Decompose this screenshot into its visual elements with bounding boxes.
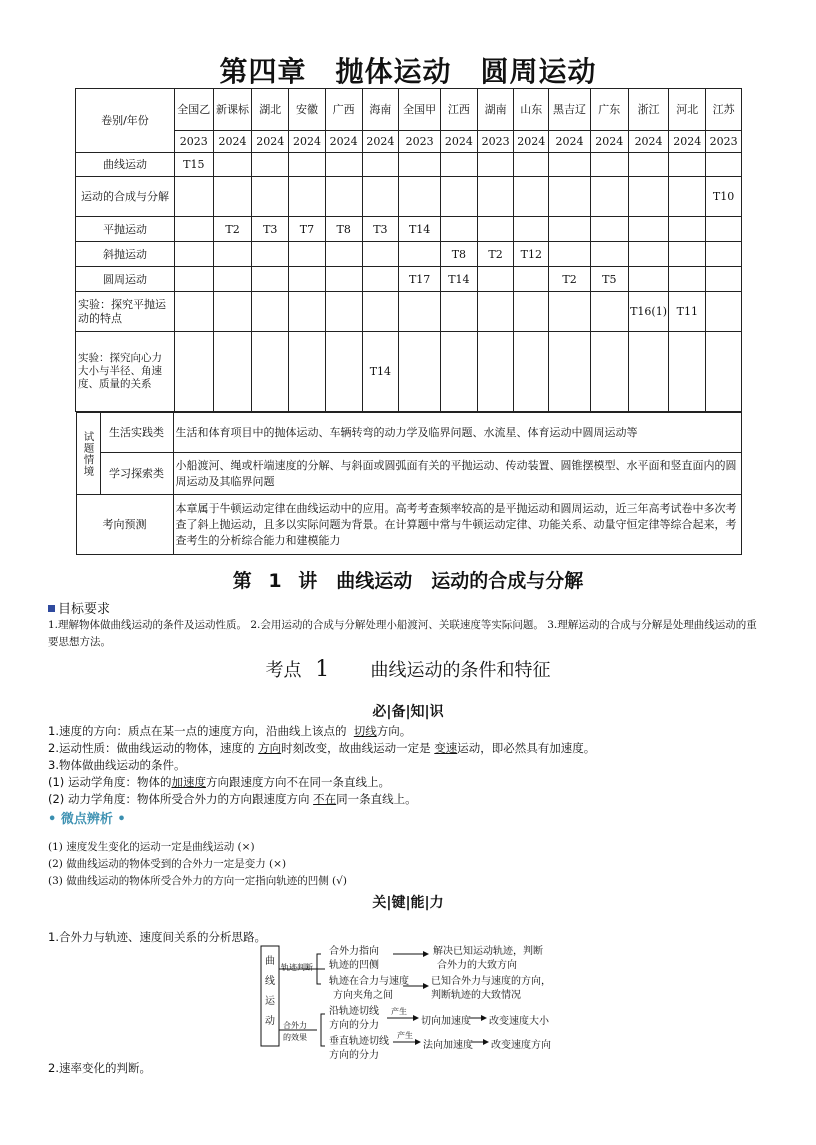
province: 海南 — [362, 89, 399, 131]
table-cell — [441, 153, 478, 177]
diagram-n2b: 方向夹角之间 — [333, 990, 393, 1001]
table-corner: 卷别/年份 — [76, 89, 175, 153]
table-row — [76, 177, 742, 217]
province: 广西 — [325, 89, 362, 131]
knowledge-line-4: (1) 运动学角度：物体的加速度方向跟速度方向不在同一条直线上。 — [48, 775, 390, 789]
table-cell — [213, 177, 252, 217]
table-row — [76, 292, 742, 332]
row-label: 运动的合成与分解 — [76, 177, 175, 217]
chapter-title: 第四章 抛体运动 圆周运动 — [219, 55, 597, 88]
table-cell — [669, 153, 706, 177]
table-cell: T14 — [399, 217, 441, 242]
table-cell — [706, 267, 742, 292]
year: 2024 — [213, 131, 252, 153]
table-cell — [362, 267, 399, 292]
table-cell — [669, 267, 706, 292]
province: 山东 — [514, 89, 549, 131]
table-cell — [549, 177, 591, 217]
table-cell — [706, 242, 742, 267]
table-cell — [477, 217, 514, 242]
year: 2024 — [669, 131, 706, 153]
table-cell: T3 — [252, 217, 289, 242]
table-cell — [289, 177, 326, 217]
table-cell: T8 — [325, 217, 362, 242]
province: 安徽 — [289, 89, 326, 131]
table-cell — [174, 292, 213, 332]
table-cell — [477, 153, 514, 177]
table-cell — [325, 267, 362, 292]
table-cell — [514, 217, 549, 242]
table-cell — [399, 332, 441, 412]
province: 湖南 — [477, 89, 514, 131]
table-row — [76, 267, 742, 292]
province: 黑吉辽 — [549, 89, 591, 131]
year: 2024 — [252, 131, 289, 153]
table-cell — [514, 292, 549, 332]
table-cell — [174, 267, 213, 292]
forecast-text: 本章属于牛顿运动定律在曲线运动中的应用。高考考查频率较高的是平抛运动和圆周运动，近三年高考试卷中多次考查了斜上抛运动，且多以实际问题为背景。在计算题中常与牛顿运动定律、功能关系、动量守恒定律等综合起来，考查考生的分析综合能力和建模能力 — [173, 495, 741, 555]
diagram-r2a: 已知合外力与速度的方向， — [431, 976, 551, 987]
lecture-title: 第 1 讲 曲线运动 运动的合成与分解 — [232, 570, 584, 592]
tips-heading: • 微点辨析 • — [48, 812, 126, 827]
table-cell — [669, 332, 706, 412]
exam-table — [75, 88, 742, 555]
table-cell — [362, 177, 399, 217]
year: 2024 — [628, 131, 669, 153]
table-cell — [514, 153, 549, 177]
table-cell: T2 — [549, 267, 591, 292]
province: 江西 — [441, 89, 478, 131]
table-cell — [590, 217, 628, 242]
table-cell — [362, 242, 399, 267]
diagram-t2r: 改变速度方向 — [491, 1040, 551, 1051]
year: 2023 — [174, 131, 213, 153]
table-cell — [213, 267, 252, 292]
table-cell: T5 — [590, 267, 628, 292]
table-cell — [289, 242, 326, 267]
year: 2024 — [549, 131, 591, 153]
knowledge-title: 必|备|知|识 — [372, 704, 444, 720]
table-cell — [441, 177, 478, 217]
table-cell — [325, 177, 362, 217]
table-cell — [590, 242, 628, 267]
table-cell — [590, 177, 628, 217]
diagram-t1: 切向加速度 — [421, 1016, 471, 1027]
tip-item: (3) 做曲线运动的物体所受合外力的方向一定指向轨迹的凹侧 (√) — [48, 875, 347, 887]
table-cell — [669, 242, 706, 267]
table-cell: T3 — [362, 217, 399, 242]
diagram-n3a: 沿轨迹切线 — [329, 1006, 379, 1017]
knowledge-line-1: 1.速度的方向：质点在某一点的速度方向，沿曲线上该点的 切线方向。 — [48, 724, 412, 738]
situation-table — [76, 412, 742, 555]
year: 2024 — [441, 131, 478, 153]
study-label: 学习探索类 — [100, 453, 173, 495]
table-cell: T10 — [706, 177, 742, 217]
square-bullet-icon — [48, 605, 55, 612]
table-cell — [174, 332, 213, 412]
year: 2024 — [514, 131, 549, 153]
table-cell: T12 — [514, 242, 549, 267]
table-cell — [514, 177, 549, 217]
table-cell: T2 — [477, 242, 514, 267]
table-cell — [174, 242, 213, 267]
table-cell — [289, 153, 326, 177]
table-row — [76, 242, 742, 267]
row-label: 圆周运动 — [76, 267, 175, 292]
table-cell — [213, 332, 252, 412]
table-cell — [252, 267, 289, 292]
tip-item: (2) 做曲线运动的物体受到的合外力一定是变力 (×) — [48, 858, 287, 870]
diagram-n1a: 合外力指向 — [329, 946, 379, 957]
table-cell: T15 — [174, 153, 213, 177]
table-cell — [706, 153, 742, 177]
kaodian-title — [0, 656, 816, 682]
knowledge-line-3: 3.物体做曲线运动的条件。 — [48, 758, 186, 772]
table-cell — [628, 332, 669, 412]
row-label: 实验：探究平抛运动的特点 — [76, 292, 175, 332]
province: 全国乙 — [174, 89, 213, 131]
situation-label: 试题情境 — [76, 413, 100, 495]
table-cell — [549, 153, 591, 177]
table-cell — [325, 292, 362, 332]
table-cell — [706, 292, 742, 332]
table-cell — [669, 217, 706, 242]
table-cell — [549, 332, 591, 412]
analysis-diagram — [255, 938, 575, 1060]
table-cell — [549, 242, 591, 267]
table-cell: T11 — [669, 292, 706, 332]
table-cell — [669, 177, 706, 217]
table-cell — [590, 332, 628, 412]
diagram-branch2-a: 合外力 — [283, 1021, 307, 1030]
table-cell: T16(1) — [628, 292, 669, 332]
table-cell — [628, 153, 669, 177]
year: 2023 — [706, 131, 742, 153]
table-row — [76, 332, 742, 412]
life-label: 生活实践类 — [100, 413, 173, 453]
table-cell: T14 — [441, 267, 478, 292]
ability-title: 关|键|能|力 — [372, 895, 444, 911]
knowledge-line-5: (2) 动力学角度：物体所受合外力的方向跟速度方向 不在同一条直线上。 — [48, 792, 417, 806]
table-cell — [514, 267, 549, 292]
kaodian-text: 曲线运动的条件和特征 — [370, 660, 551, 681]
table-cell — [362, 153, 399, 177]
table-cell — [362, 292, 399, 332]
goal-heading-text: 目标要求 — [58, 602, 111, 617]
goal-heading — [48, 598, 110, 617]
table-cell — [549, 292, 591, 332]
table-cell — [252, 153, 289, 177]
table-cell — [477, 292, 514, 332]
province: 广东 — [590, 89, 628, 131]
diagram-produce-2: 产生 — [397, 1031, 413, 1040]
goal-text: 1.理解物体做曲线运动的条件及运动性质。 2.会用运动的合成与分解处理小船渡河、关联速度等实际问题。 3.理解运动的合成与分解是处理曲线运动的重要思想方法。 — [48, 619, 757, 648]
study-text: 小船渡河、绳或杆端速度的分解、与斜面或圆弧面有关的平抛运动、传动装置、圆锥摆模型、水平面和竖直面内的圆周运动及其临界问题 — [173, 453, 741, 495]
table-cell: T14 — [362, 332, 399, 412]
diagram-r1b: 合外力的大致方向 — [437, 960, 517, 971]
table-cell — [213, 292, 252, 332]
table-row — [76, 153, 742, 177]
ability-line-1: 1.合外力与轨迹、速度间关系的分析思路。 — [48, 930, 266, 944]
table-cell — [399, 153, 441, 177]
table-cell — [549, 217, 591, 242]
diagram-n4b: 方向的分力 — [329, 1050, 379, 1061]
year: 2024 — [590, 131, 628, 153]
table-cell — [289, 292, 326, 332]
year: 2024 — [362, 131, 399, 153]
table-cell — [213, 153, 252, 177]
year: 2024 — [325, 131, 362, 153]
row-label: 平抛运动 — [76, 217, 175, 242]
table-cell: T7 — [289, 217, 326, 242]
row-label: 曲线运动 — [76, 153, 175, 177]
tip-item: (1) 速度发生变化的运动一定是曲线运动 (×) — [48, 841, 255, 853]
table-cell — [174, 217, 213, 242]
province: 浙江 — [628, 89, 669, 131]
table-cell — [289, 267, 326, 292]
kaodian-num: 1 — [315, 657, 330, 682]
table-cell — [325, 153, 362, 177]
province: 河北 — [669, 89, 706, 131]
table-cell — [590, 292, 628, 332]
table-cell — [441, 332, 478, 412]
table-cell — [289, 332, 326, 412]
diagram-t1r: 改变速度大小 — [489, 1016, 549, 1027]
table-cell — [399, 242, 441, 267]
province: 新课标 — [213, 89, 252, 131]
life-text: 生活和体育项目中的抛体运动、车辆转弯的动力学及临界问题、水流星、体育运动中圆周运动等 — [173, 413, 741, 453]
diagram-branch1: 轨迹判断 — [281, 963, 313, 972]
table-cell — [628, 177, 669, 217]
table-cell — [477, 177, 514, 217]
table-cell — [252, 292, 289, 332]
province: 江苏 — [706, 89, 742, 131]
knowledge-line-2: 2.运动性质：做曲线运动的物体，速度的 方向时刻改变，故曲线运动一定是 变速运动，即必然具有加速度。 — [48, 741, 596, 755]
table-cell — [252, 242, 289, 267]
year: 2024 — [289, 131, 326, 153]
year: 2023 — [477, 131, 514, 153]
table-cell: T2 — [213, 217, 252, 242]
diagram-root: 曲 线 运 动 — [265, 956, 275, 1027]
forecast-label: 考向预测 — [76, 495, 173, 555]
table-cell — [399, 177, 441, 217]
diagram-r1a: 解决已知运动轨迹，判断 — [433, 946, 543, 957]
table-cell — [514, 332, 549, 412]
ability-line-2: 2.速率变化的判断。 — [48, 1061, 151, 1075]
table-cell — [441, 217, 478, 242]
kaodian-prefix: 考点 — [265, 660, 302, 681]
table-cell — [477, 267, 514, 292]
diagram-t2: 法向加速度 — [423, 1040, 473, 1051]
table-cell — [213, 242, 252, 267]
table-cell — [325, 332, 362, 412]
table-cell — [325, 242, 362, 267]
table-cell: T8 — [441, 242, 478, 267]
table-cell — [252, 177, 289, 217]
diagram-n1b: 轨迹的凹侧 — [329, 960, 379, 971]
diagram-n4a: 垂直轨迹切线 — [329, 1036, 389, 1047]
table-cell — [628, 217, 669, 242]
table-row — [76, 217, 742, 242]
table-cell — [441, 292, 478, 332]
year: 2023 — [399, 131, 441, 153]
diagram-branch2-b: 的效果 — [283, 1033, 307, 1042]
diagram-produce-1: 产生 — [391, 1007, 407, 1016]
province: 全国甲 — [399, 89, 441, 131]
table-cell — [706, 332, 742, 412]
table-cell — [628, 242, 669, 267]
table-cell: T17 — [399, 267, 441, 292]
province: 湖北 — [252, 89, 289, 131]
table-cell — [706, 217, 742, 242]
table-cell — [477, 332, 514, 412]
diagram-n2a: 轨迹在合力与速度 — [329, 976, 409, 987]
table-cell — [590, 153, 628, 177]
table-cell — [174, 177, 213, 217]
table-cell — [252, 332, 289, 412]
table-cell — [628, 267, 669, 292]
table-cell — [399, 292, 441, 332]
diagram-r2b: 判断轨迹的大致情况 — [431, 990, 521, 1001]
row-label: 斜抛运动 — [76, 242, 175, 267]
row-label: 实验：探究向心力大小与半径、角速度、质量的关系 — [76, 332, 175, 412]
diagram-n3b: 方向的分力 — [329, 1020, 379, 1031]
